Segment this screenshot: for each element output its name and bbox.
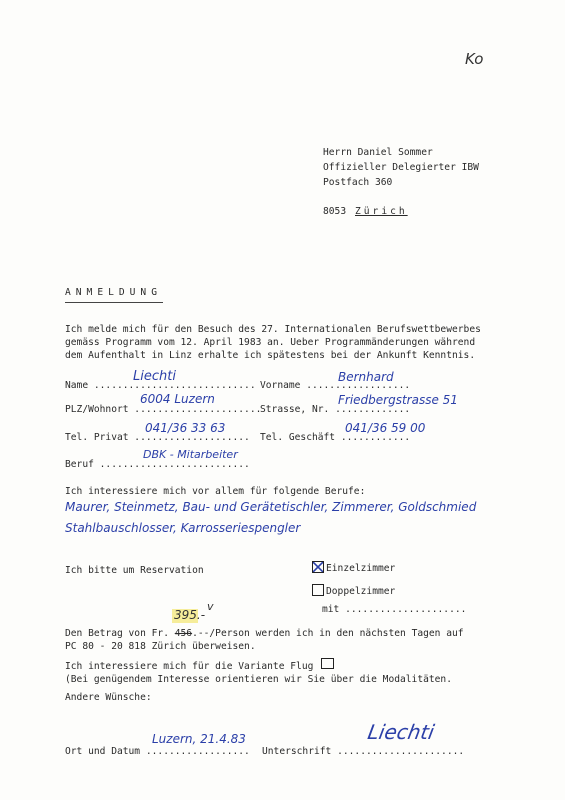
payment-prefix: Den Betrag von Fr. — [65, 628, 169, 639]
interests-line-1[interactable]: Maurer, Steinmetz, Bau- und Gerätetischler, Zimmerer, Goldschmied — [65, 500, 477, 514]
tel-privat-value[interactable]: 041/36 33 63 — [145, 421, 226, 435]
wishes-label: Andere Wünsche: — [65, 692, 152, 703]
intro-line-1: Ich melde mich für den Besuch des 27. Internationalen Berufswettbewerbes — [65, 324, 481, 335]
unterschrift-label: Unterschrift ...................... — [262, 746, 465, 757]
doppelzimmer-checkbox[interactable] — [312, 584, 324, 596]
reservation-label: Ich bitte um Reservation — [65, 565, 204, 576]
recipient-city: Zürich — [355, 206, 408, 217]
payment-line-2: PC 80 - 20 818 Zürich überweisen. — [65, 641, 256, 652]
heading-underline — [65, 302, 163, 303]
name-label: Name ............................ — [65, 380, 256, 391]
interests-line-2[interactable]: Stahlbauschlosser, Karrosseriespengler — [65, 521, 301, 535]
tel-privat-label: Tel. Privat .................... — [65, 432, 250, 443]
payment-line-1 — [65, 628, 464, 639]
recipient-line-1: Herrn Daniel Sommer — [323, 147, 433, 158]
beruf-label: Beruf .......................... — [65, 459, 250, 470]
strasse-value[interactable]: Friedbergstrasse 51 — [338, 393, 458, 407]
flight-note: (Bei genügendem Interesse orientieren wir Sie über die Modalitäten. — [65, 674, 452, 685]
signature: Liechti — [365, 720, 437, 744]
recipient-line-3: Postfach 360 — [323, 177, 393, 188]
einzelzimmer-checkbox[interactable] — [312, 561, 324, 573]
ort-datum-label: Ort und Datum .................. — [65, 746, 250, 757]
tel-geschaeft-label: Tel. Geschäft ............ — [260, 432, 411, 443]
handwritten-amount: 395.- — [174, 608, 206, 622]
doppelzimmer-label: Doppelzimmer — [326, 586, 396, 597]
name-value[interactable]: Liechti — [133, 369, 176, 384]
intro-line-3: dem Aufenthalt in Linz erhalte ich spätestens bei der Ankunft Kenntnis. — [65, 350, 476, 361]
form-heading: ANMELDUNG — [65, 287, 162, 298]
struck-amount: 456 — [174, 628, 193, 639]
einzelzimmer-label: Einzelzimmer — [326, 563, 396, 574]
plz-value[interactable]: 6004 Luzern — [140, 392, 215, 406]
recipient-line-2: Offizieller Delegierter IBW — [323, 162, 479, 173]
tel-geschaeft-value[interactable]: 041/36 59 00 — [345, 421, 426, 435]
corner-mark: Ko — [465, 50, 484, 68]
mit-label: mit ..................... — [322, 604, 467, 615]
flight-label: Ich interessiere mich für die Variante Flug — [65, 661, 314, 672]
beruf-value[interactable]: DBK - Mitarbeiter — [143, 448, 238, 461]
vorname-label: Vorname .................. — [260, 380, 411, 391]
plz-label: PLZ/Wohnort ...................... — [65, 404, 262, 415]
intro-line-2: gemäss Programm vom 12. April 1983 an. Ueber Programmänderungen während — [65, 337, 476, 348]
tick-mark: v — [207, 600, 214, 613]
ort-datum-value[interactable]: Luzern, 21.4.83 — [152, 732, 246, 746]
interests-label: Ich interessiere mich vor allem für folgende Berufe: — [65, 486, 366, 497]
checked-x-icon — [313, 562, 323, 572]
vorname-value[interactable]: Bernhard — [338, 370, 394, 384]
recipient-plz: 8053 — [323, 206, 347, 217]
flight-checkbox[interactable] — [321, 658, 334, 669]
strasse-label: Strasse, Nr. ............. — [260, 404, 411, 415]
payment-suffix: .--/Person werden ich in den nächsten Tagen auf — [192, 628, 464, 639]
